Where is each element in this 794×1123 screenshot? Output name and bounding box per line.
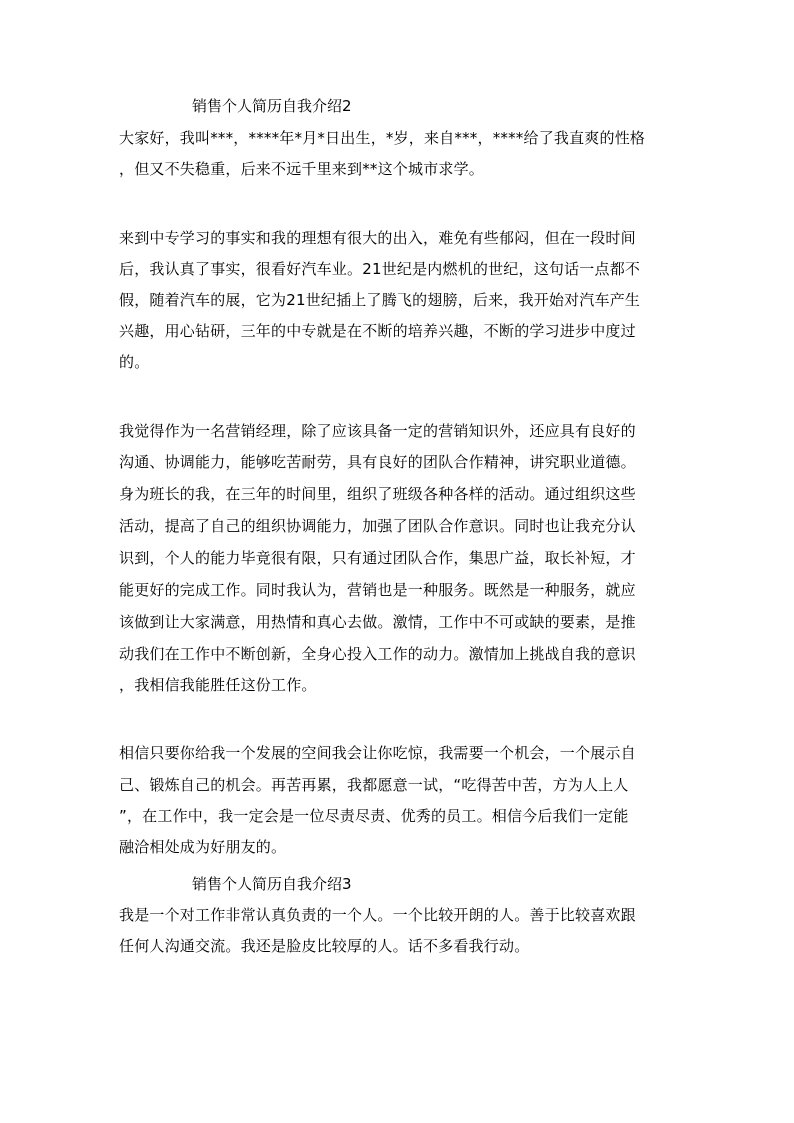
text-line: 融洽相处成为好朋友的。 [119,838,287,856]
text-line: 的。 [119,353,150,371]
text-line: 兴趣，用心钻研，三年的中专就是在不断的培养兴趣，不断的学习进步中度过 [119,322,636,340]
text-line: 后，我认真了事实，很看好汽车业。21世纪是内燃机的世纪，这句话一点都不 [119,260,641,278]
text-line: 动我们在工作中不断创新，全身心投入工作的动力。激情加上挑战自我的意识 [119,645,636,663]
text-line: 我是一个对工作非常认真负责的一个人。一个比较开朗的人。善于比较喜欢跟 [119,906,636,924]
text-line: 大家好，我叫***，****年*月*日出生，*岁，来自***，****给了我直爽的性格 [119,129,646,147]
text-line: ”，在工作中，我一定会是一位尽责尽责、优秀的员工。相信今后我们一定能 [119,807,629,825]
text-line: 该做到让大家满意，用热情和真心去做。激情，工作中不可或缺的要素，是推 [119,613,636,631]
section-2-title: 销售个人简历自我介绍2 [192,97,352,115]
section-3-title: 销售个人简历自我介绍3 [192,875,352,893]
text-line: 我觉得作为一名营销经理，除了应该具备一定的营销知识外，还应具有良好的 [119,422,636,440]
text-line: 身为班长的我，在三年的时间里，组织了班级各种各样的活动。通过组织这些 [119,485,636,503]
text-line: 己、锻炼自己的机会。再苦再累，我都愿意一试，“吃得苦中苦，方为人上人 [119,776,629,794]
text-line: 任何人沟通交流。我还是脸皮比较厚的人。话不多看我行动。 [119,937,530,955]
text-line: 相信只要你给我一个发展的空间我会让你吃惊，我需要一个机会，一个展示自 [119,744,636,762]
text-line: 假，随着汽车的展，它为21世纪插上了腾飞的翅膀，后来，我开始对汽车产生 [119,291,641,309]
text-line: 来到中专学习的事实和我的理想有很大的出入，难免有些郁闷，但在一段时间 [119,229,636,247]
text-line: 沟通、协调能力，能够吃苦耐劳，具有良好的团队合作精神，讲究职业道德。 [119,453,636,471]
text-line: ，我相信我能胜任这份工作。 [119,676,317,694]
text-line: 活动，提高了自己的组织协调能力，加强了团队合作意识。同时也让我充分认 [119,517,636,535]
text-line: ，但又不失稳重，后来不远千里来到**这个城市求学。 [119,160,485,178]
text-line: 能更好的完成工作。同时我认为，营销也是一种服务。既然是一种服务，就应 [119,581,636,599]
text-line: 识到，个人的能力毕竟很有限，只有通过团队合作，集思广益，取长补短，才 [119,549,636,567]
